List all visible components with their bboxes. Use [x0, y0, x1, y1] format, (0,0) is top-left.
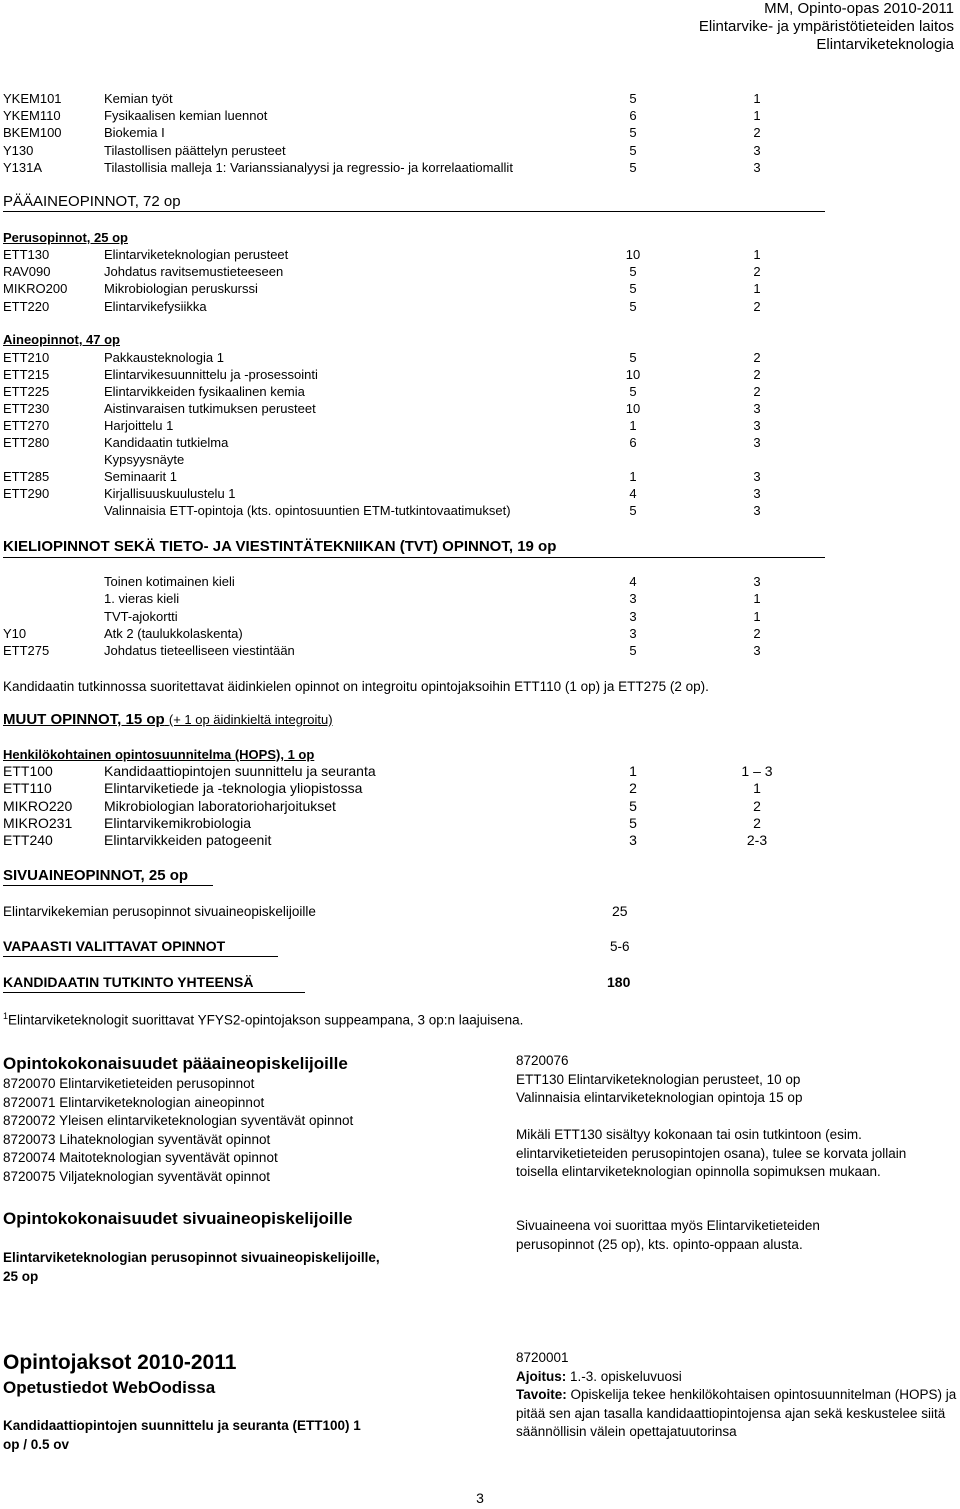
sivu-kokonaisuudet-sub	[3, 1249, 380, 1286]
vapaa-value: 5-6	[610, 939, 630, 954]
course-credits: 5	[629, 503, 637, 518]
course-period: 3	[753, 159, 761, 175]
course-credits: 5	[629, 814, 637, 831]
section-underline	[3, 992, 305, 993]
course-name: Elintarviketeknologian perusteet	[104, 247, 289, 262]
course-period: 3	[753, 469, 761, 484]
course-name: Fysikaalisen kemian luennot	[104, 108, 268, 124]
table-row	[3, 832, 958, 849]
course-period: 1 – 3	[741, 763, 773, 779]
footnote-mark: 1	[3, 1011, 9, 1021]
right-col-line-2: Valinnaisia elintarviketeknologian opintoja 15 op	[516, 1090, 803, 1105]
page-header	[699, 0, 954, 54]
table-row	[3, 485, 958, 502]
course-period: 2	[753, 367, 761, 382]
course-title-line-2: op / 0.5 ov	[3, 1436, 70, 1452]
course-code: YKEM110	[3, 108, 61, 124]
course-credits: 1	[629, 469, 637, 484]
course-credits: 5	[629, 350, 637, 365]
total-value: 180	[607, 974, 631, 990]
course-title-line-1: Kandidaattiopintojen suunnittelu ja seuranta (ETT100) 1	[3, 1418, 361, 1433]
course-name: Biokemia I	[104, 125, 165, 141]
table-row	[3, 383, 958, 400]
course-code: ETT130	[3, 247, 50, 262]
course-credits: 5	[629, 643, 637, 659]
list-item: 8720075 Viljateknologian syventävät opinnot	[3, 1168, 270, 1184]
course-code: ETT230	[3, 401, 50, 416]
section-underline	[3, 211, 825, 212]
course-period: 2	[753, 298, 761, 314]
course-credits: 3	[629, 591, 637, 607]
course-period: 3	[753, 574, 761, 589]
table-row	[3, 107, 958, 124]
sivu-sub-line-2: 25 op	[3, 1268, 39, 1284]
course-period: 2	[753, 384, 761, 399]
ajoitus-label: Ajoitus:	[516, 1368, 567, 1384]
course-code: ETT285	[3, 469, 50, 484]
course-name: Atk 2 (taulukkolaskenta)	[104, 625, 243, 641]
course-name: Kemian työt	[104, 91, 173, 106]
course-code: ETT210	[3, 350, 50, 365]
course-credits: 5	[629, 298, 637, 314]
table-row	[3, 417, 958, 434]
table-row	[3, 815, 958, 832]
course-code: ETT220	[3, 298, 50, 314]
section-underline	[3, 956, 278, 957]
course-name: Kandidaatin tutkielma	[104, 435, 229, 450]
course-period: 3	[753, 503, 761, 518]
course-credits: 5	[629, 797, 637, 814]
table-row	[3, 349, 958, 366]
course-credits: 5	[629, 142, 637, 158]
course-name: Aistinvaraisen tutkimuksen perusteet	[104, 401, 316, 416]
course-credits: 10	[625, 247, 641, 262]
footnote-text: Elintarviketeknologit suorittavat YFYS2-opintojakson suppeampana, 3 op:n laajuisena.	[8, 1012, 524, 1028]
subsection-title-perus: Perusopinnot, 25 op	[3, 230, 128, 245]
course-period: 2	[753, 264, 761, 280]
header-line-3: Elintarviketeknologia	[816, 36, 954, 53]
table-row	[3, 642, 958, 659]
table-row	[3, 468, 958, 485]
course-period: 3	[753, 418, 761, 433]
course-credits: 5	[629, 159, 637, 175]
course-period: 3	[753, 643, 761, 659]
ajoitus-value: 1.-3. opiskeluvuosi	[566, 1368, 682, 1384]
course-credits: 10	[625, 401, 641, 416]
sivu-sub-line-1: Elintarviketeknologian perusopinnot sivuaineopiskelijoille,	[3, 1250, 380, 1265]
course-code: ETT290	[3, 486, 50, 501]
course-name: Mikrobiologian laboratorioharjoitukset	[104, 797, 336, 814]
course-period: 2-3	[746, 832, 768, 849]
kokonaisuudet-list	[3, 1075, 353, 1186]
table-row	[3, 608, 958, 625]
course-period: 2	[753, 625, 761, 641]
course-credits: 5	[629, 264, 637, 280]
tavoite-value: Opiskelija tekee henkilökohtaisen opintosuunnitelman (HOPS) ja pitää sen ajan tasalla kandidaattiopintojensa ajan sekä keskustelee siitä säännöllisin välein opettajatuutorinsa	[516, 1387, 957, 1439]
tavoite-label: Tavoite:	[516, 1387, 567, 1402]
course-code: 8720001	[516, 1350, 569, 1365]
course-period: 1	[753, 608, 761, 624]
course-details	[516, 1349, 958, 1442]
course-code: ETT275	[3, 643, 50, 659]
course-credits: 6	[629, 108, 637, 124]
course-name: Elintarvikefysiikka	[104, 298, 207, 314]
course-name: TVT-ajokortti	[104, 608, 178, 624]
table-row	[3, 451, 958, 468]
table-row	[3, 298, 958, 315]
right-col-para-1: Mikäli ETT130 sisältyy kokonaan tai osin tutkintoon (esim. elintarviketieteiden perusopintojen osana), tulee se korvata jollain toisella elintarviketeknologian opinnolla sopimuksen mukaan.	[516, 1127, 907, 1179]
sivu-line: Elintarvikekemian perusopinnot sivuaineopiskelijoille	[3, 904, 316, 919]
course-code: ETT240	[3, 832, 53, 849]
sivu-kokonaisuudet-title: Opintokokonaisuudet sivuaineopiskelijoille	[3, 1209, 353, 1228]
course-name: Elintarvikesuunnittelu ja -prosessointi	[104, 367, 318, 382]
course-name: Harjoittelu 1	[104, 418, 174, 433]
course-credits: 1	[629, 418, 637, 433]
course-period: 3	[753, 142, 761, 158]
course-code: ETT280	[3, 435, 50, 450]
table-row	[3, 366, 958, 383]
table-row	[3, 780, 958, 797]
course-credits: 3	[629, 832, 637, 849]
course-credits: 5	[629, 384, 637, 399]
course-period: 2	[753, 125, 761, 141]
course-code: MIKRO220	[3, 797, 73, 814]
right-col-code: 8720076	[516, 1053, 569, 1068]
course-name: Mikrobiologian peruskurssi	[104, 281, 258, 297]
course-credits: 10	[625, 367, 641, 382]
course-name: Elintarvikkeiden fysikaalinen kemia	[104, 384, 305, 399]
course-credits: 3	[629, 625, 637, 641]
kokonaisuudet-title: Opintokokonaisuudet pääaineopiskelijoille	[3, 1054, 348, 1073]
list-item: 8720074 Maitoteknologian syventävät opinnot	[3, 1150, 278, 1165]
course-name: Elintarvikemikrobiologia	[104, 814, 252, 831]
course-code: ETT270	[3, 418, 50, 433]
vapaa-title: VAPAASTI VALITTAVAT OPINNOT	[3, 938, 226, 954]
course-credits: 4	[629, 486, 637, 501]
course-name: Kandidaattiopintojen suunnittelu ja seuranta	[104, 763, 376, 779]
course-credits: 2	[629, 780, 637, 797]
header-line-2: Elintarvike- ja ympäristötieteiden laitos	[698, 18, 954, 35]
table-row	[3, 280, 958, 297]
list-item: 8720071 Elintarviketeknologian aineopinnot	[3, 1094, 265, 1110]
table-row	[3, 625, 958, 642]
list-item: 8720070 Elintarviketieteiden perusopinnot	[3, 1076, 255, 1091]
table-row	[3, 502, 958, 519]
course-period: 3	[753, 486, 761, 501]
course-name: Johdatus tieteelliseen viestintään	[104, 643, 295, 659]
course-name: Valinnaisia ETT-opintoja (kts. opintosuuntien ETM-tutkintovaatimukset)	[104, 503, 511, 518]
right-col-para-2: Sivuaineena voi suorittaa myös Elintarviketieteiden perusopinnot (25 op), kts. opinto-oppaan alusta.	[516, 1218, 820, 1252]
footnote	[3, 1008, 523, 1029]
course-period: 1	[753, 281, 761, 297]
page-number: 3	[476, 1490, 484, 1506]
course-name: Kirjallisuuskuulustelu 1	[104, 486, 236, 501]
course-title	[3, 1417, 361, 1454]
section-title-paaaine: PÄÄAINEOPINNOT, 72 op	[3, 193, 181, 210]
muut-title-note: (+ 1 op äidinkieltä integroitu)	[168, 712, 333, 727]
course-name: Tilastollisen päättelyn perusteet	[104, 142, 286, 158]
course-period: 3	[753, 435, 761, 450]
course-code: Y131A	[3, 159, 43, 175]
table-row	[3, 246, 958, 263]
table-row	[3, 573, 958, 590]
table-row	[3, 763, 958, 780]
course-name: Johdatus ravitsemustieteeseen	[104, 264, 284, 280]
total-row	[3, 973, 631, 992]
table-row	[3, 590, 958, 607]
opintojaksot-subtitle: Opetustiedot WebOodissa	[3, 1378, 216, 1397]
course-code: MIKRO231	[3, 814, 73, 831]
right-col-line-1: ETT130 Elintarviketeknologian perusteet, 10 op	[516, 1071, 801, 1087]
course-ajoitus	[516, 1368, 958, 1387]
course-code: Y130	[3, 142, 34, 158]
course-period: 1	[753, 591, 761, 607]
course-period: 1	[753, 247, 761, 262]
course-credits: 5	[629, 125, 637, 141]
table-row	[3, 90, 958, 107]
vapaa-row	[3, 937, 630, 956]
course-credits: 3	[629, 608, 637, 624]
table-row	[3, 159, 958, 176]
course-name: Seminaarit 1	[104, 469, 177, 484]
section-title-muut	[3, 710, 333, 729]
course-code: MIKRO200	[3, 281, 68, 297]
header-line-1: MM, Opinto-opas 2010-2011	[764, 0, 954, 17]
course-code: ETT215	[3, 367, 50, 382]
sivu-row	[3, 902, 628, 921]
course-credits: 5	[629, 281, 637, 297]
table-row	[3, 400, 958, 417]
course-period: 1	[753, 780, 761, 797]
course-period: 2	[753, 814, 761, 831]
course-credits: 6	[629, 435, 637, 450]
kieli-note: Kandidaatin tutkinnossa suoritettavat äidinkielen opinnot on integroitu opintojaksoihin ETT110 (1 op) ja ETT275 (2 op).	[3, 679, 709, 694]
course-tavoite	[516, 1386, 958, 1442]
course-code: Y10	[3, 625, 27, 641]
section-underline	[3, 557, 825, 558]
table-row	[3, 434, 958, 451]
course-code: BKEM100	[3, 125, 62, 141]
subsection-title-hops: Henkilökohtainen opintosuunnitelma (HOPS), 1 op	[3, 747, 315, 762]
table-row	[3, 798, 958, 815]
total-title: KANDIDAATIN TUTKINTO YHTEENSÄ	[3, 974, 254, 990]
course-name: Elintarvikkeiden patogeenit	[104, 832, 272, 849]
course-name: Toinen kotimainen kieli	[104, 574, 235, 589]
course-code: ETT100	[3, 763, 53, 779]
course-credits: 1	[629, 763, 637, 779]
course-name: 1. vieras kieli	[104, 591, 180, 607]
course-name: Kypsyysnäyte	[104, 452, 185, 467]
course-name: Pakkausteknologia 1	[104, 350, 224, 365]
list-item: 8720073 Lihateknologian syventävät opinnot	[3, 1131, 271, 1147]
course-credits: 5	[629, 91, 637, 106]
course-code: YKEM101	[3, 91, 62, 106]
table-row	[3, 263, 958, 280]
course-period: 2	[753, 797, 761, 814]
opintojaksot-title: Opintojaksot 2010-2011	[3, 1351, 237, 1374]
subsection-title-aine: Aineopinnot, 47 op	[3, 332, 120, 347]
course-credits: 4	[629, 574, 637, 589]
course-period: 1	[753, 91, 761, 106]
section-title-kieli: KIELIOPINNOT SEKÄ TIETO- JA VIESTINTÄTEKNIIKAN (TVT) OPINNOT, 19 op	[3, 538, 557, 555]
section-underline	[3, 885, 213, 886]
section-title-sivu: SIVUAINEOPINNOT, 25 op	[3, 867, 189, 884]
table-row	[3, 124, 958, 141]
course-code: ETT225	[3, 384, 50, 399]
table-row	[3, 142, 958, 159]
course-period: 1	[753, 108, 761, 124]
course-period: 3	[753, 401, 761, 416]
course-code: RAV090	[3, 264, 51, 280]
course-name: Tilastollisia malleja 1: Varianssianalyysi ja regressio- ja korrelaatiomallit	[104, 159, 513, 175]
course-code: ETT110	[3, 780, 52, 797]
right-col-block	[516, 1052, 956, 1108]
course-period: 2	[753, 350, 761, 365]
sivu-value: 25	[612, 903, 628, 919]
course-name: Elintarviketiede ja -teknologia yliopistossa	[104, 780, 363, 797]
list-item: 8720072 Yleisen elintarviketeknologian syventävät opinnot	[3, 1113, 354, 1128]
muut-title: MUUT OPINNOT, 15 op	[3, 711, 165, 728]
